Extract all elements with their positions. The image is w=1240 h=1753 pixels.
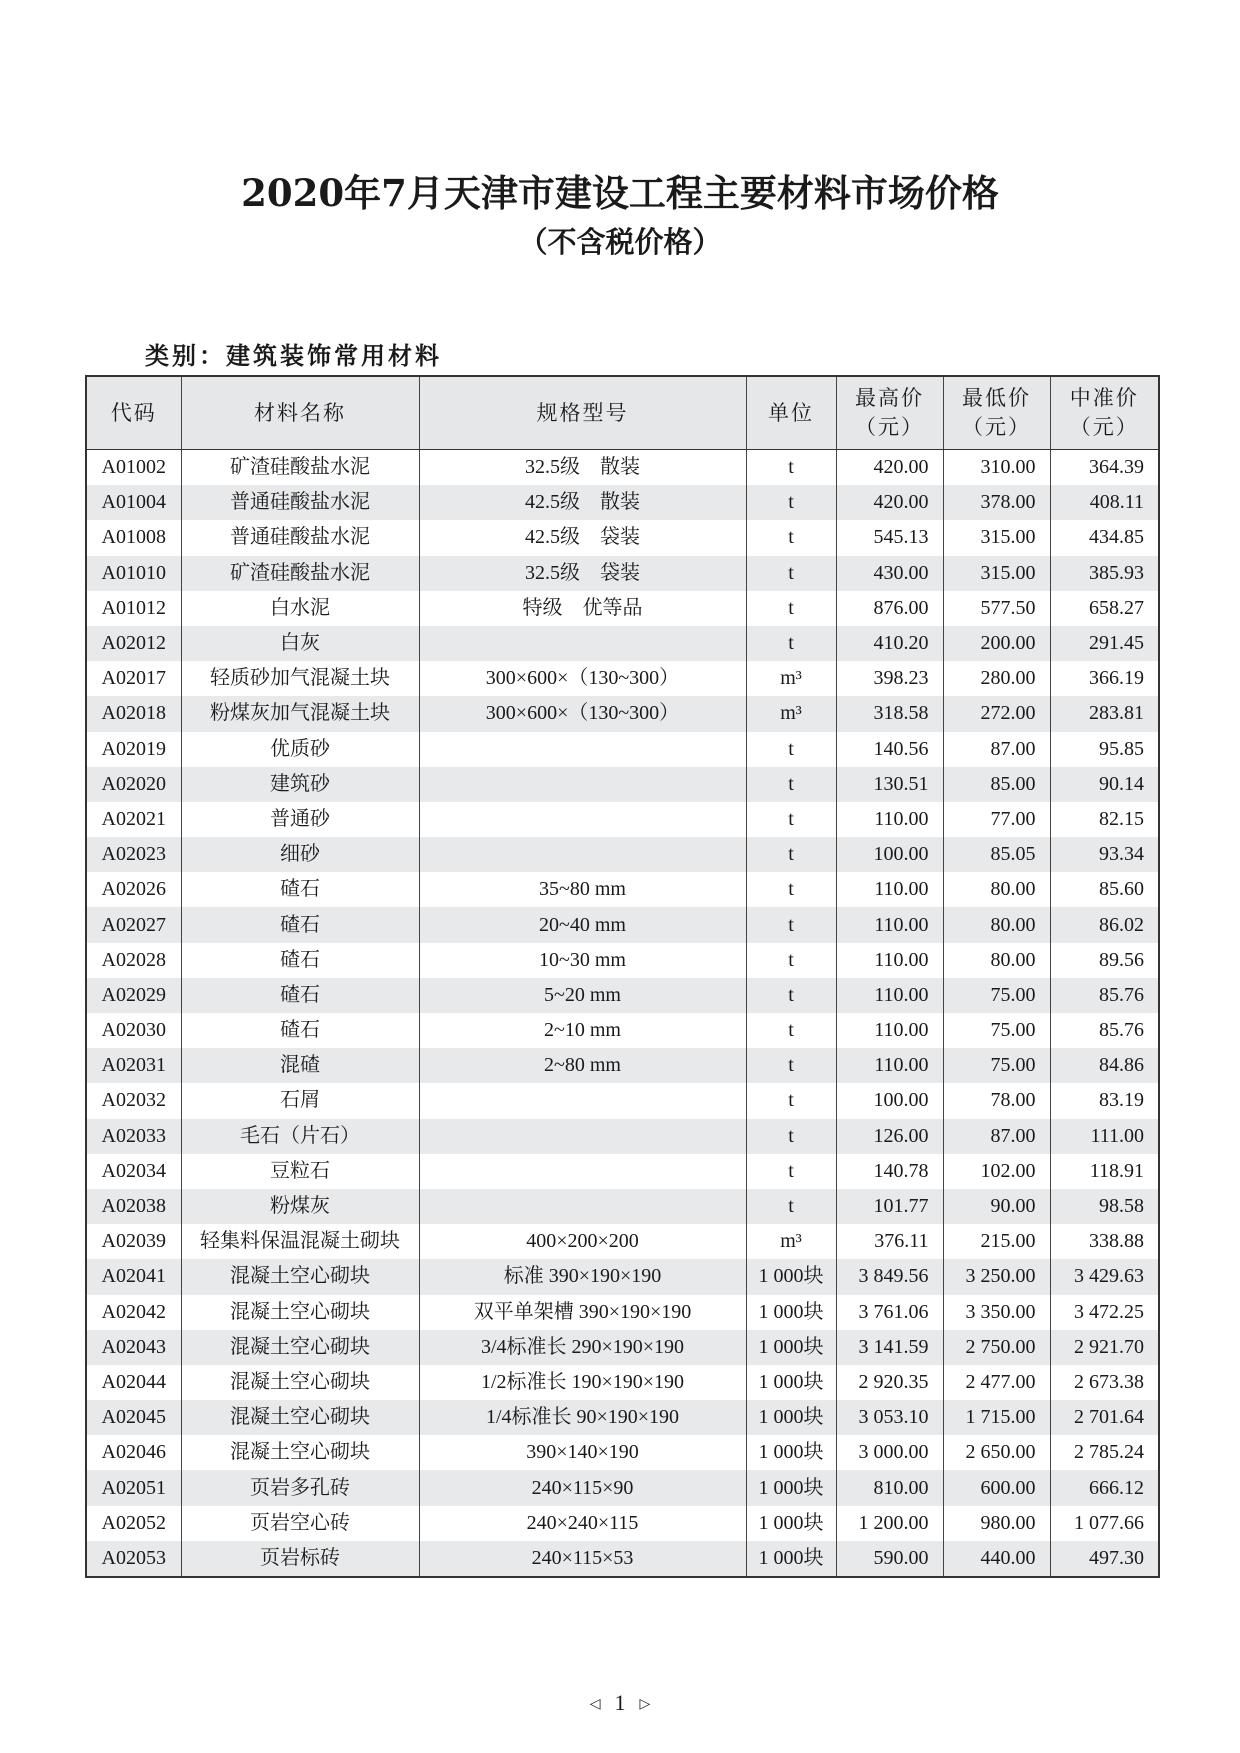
cell-min-price: 215.00 bbox=[943, 1224, 1050, 1259]
cell-spec: 20~40 mm bbox=[419, 907, 746, 942]
cell-code: A02032 bbox=[86, 1083, 181, 1118]
header-mid-price bbox=[1050, 376, 1159, 450]
cell-min-price: 85.05 bbox=[943, 837, 1050, 872]
cell-max-price: 590.00 bbox=[836, 1541, 943, 1577]
table-row bbox=[86, 1435, 1159, 1470]
table-row bbox=[86, 450, 1159, 486]
header-max-unit: （元） bbox=[855, 415, 924, 439]
header-min-unit: （元） bbox=[962, 415, 1031, 439]
cell-mid-price: 86.02 bbox=[1050, 907, 1159, 942]
cell-code: A02033 bbox=[86, 1119, 181, 1154]
cell-unit: 1 000块 bbox=[746, 1400, 836, 1435]
cell-name: 白水泥 bbox=[181, 591, 419, 626]
cell-name: 粉煤灰加气混凝土块 bbox=[181, 696, 419, 731]
cell-spec: 特级 优等品 bbox=[419, 591, 746, 626]
cell-name: 轻集料保温混凝土砌块 bbox=[181, 1224, 419, 1259]
cell-spec: 2~10 mm bbox=[419, 1013, 746, 1048]
cell-mid-price: 1 077.66 bbox=[1050, 1506, 1159, 1541]
table-row bbox=[86, 591, 1159, 626]
cell-name: 毛石（片石） bbox=[181, 1119, 419, 1154]
cell-name: 白灰 bbox=[181, 626, 419, 661]
header-min-label: 最低价 bbox=[962, 386, 1031, 410]
cell-min-price: 77.00 bbox=[943, 802, 1050, 837]
cell-mid-price: 2 673.38 bbox=[1050, 1365, 1159, 1400]
cell-code: A02026 bbox=[86, 872, 181, 907]
cell-min-price: 577.50 bbox=[943, 591, 1050, 626]
cell-unit: 1 000块 bbox=[746, 1541, 836, 1577]
table-row bbox=[86, 485, 1159, 520]
cell-spec bbox=[419, 1154, 746, 1189]
cell-max-price: 100.00 bbox=[836, 1083, 943, 1118]
cell-mid-price: 90.14 bbox=[1050, 767, 1159, 802]
cell-unit: t bbox=[746, 943, 836, 978]
cell-mid-price: 338.88 bbox=[1050, 1224, 1159, 1259]
cell-unit: t bbox=[746, 732, 836, 767]
cell-mid-price: 85.60 bbox=[1050, 872, 1159, 907]
table-row bbox=[86, 1330, 1159, 1365]
cell-name: 轻质砂加气混凝土块 bbox=[181, 661, 419, 696]
table-row bbox=[86, 1506, 1159, 1541]
cell-name: 碴石 bbox=[181, 978, 419, 1013]
next-page-icon: ▷ bbox=[639, 1697, 651, 1712]
cell-min-price: 980.00 bbox=[943, 1506, 1050, 1541]
table-row bbox=[86, 1048, 1159, 1083]
cell-spec bbox=[419, 1119, 746, 1154]
cell-code: A02053 bbox=[86, 1541, 181, 1577]
category-label: 类别：建筑装饰常用材料 bbox=[145, 341, 442, 370]
cell-code: A02028 bbox=[86, 943, 181, 978]
cell-min-price: 3 250.00 bbox=[943, 1259, 1050, 1294]
table-header-row bbox=[86, 376, 1159, 450]
cell-min-price: 315.00 bbox=[943, 556, 1050, 591]
cell-mid-price: 434.85 bbox=[1050, 520, 1159, 555]
page-subtitle: （不含税价格） bbox=[518, 225, 722, 259]
table-row bbox=[86, 802, 1159, 837]
cell-unit: m³ bbox=[746, 661, 836, 696]
cell-code: A01012 bbox=[86, 591, 181, 626]
cell-code: A02029 bbox=[86, 978, 181, 1013]
table-row bbox=[86, 978, 1159, 1013]
cell-unit: t bbox=[746, 1083, 836, 1118]
table-row bbox=[86, 1154, 1159, 1189]
cell-min-price: 75.00 bbox=[943, 978, 1050, 1013]
cell-max-price: 110.00 bbox=[836, 978, 943, 1013]
cell-spec: 400×200×200 bbox=[419, 1224, 746, 1259]
cell-mid-price: 83.19 bbox=[1050, 1083, 1159, 1118]
cell-spec: 2~80 mm bbox=[419, 1048, 746, 1083]
cell-max-price: 420.00 bbox=[836, 485, 943, 520]
cell-mid-price: 3 429.63 bbox=[1050, 1259, 1159, 1294]
cell-max-price: 318.58 bbox=[836, 696, 943, 731]
cell-spec: 双平单架槽 390×190×190 bbox=[419, 1295, 746, 1330]
cell-min-price: 1 715.00 bbox=[943, 1400, 1050, 1435]
cell-unit: t bbox=[746, 556, 836, 591]
table-row bbox=[86, 556, 1159, 591]
cell-max-price: 376.11 bbox=[836, 1224, 943, 1259]
table-row bbox=[86, 1295, 1159, 1330]
table-row bbox=[86, 943, 1159, 978]
cell-mid-price: 118.91 bbox=[1050, 1154, 1159, 1189]
cell-name: 矿渣硅酸盐水泥 bbox=[181, 556, 419, 591]
cell-max-price: 430.00 bbox=[836, 556, 943, 591]
cell-code: A02039 bbox=[86, 1224, 181, 1259]
cell-name: 页岩空心砖 bbox=[181, 1506, 419, 1541]
table-row bbox=[86, 767, 1159, 802]
cell-max-price: 110.00 bbox=[836, 943, 943, 978]
cell-unit: t bbox=[746, 1154, 836, 1189]
cell-name: 普通硅酸盐水泥 bbox=[181, 485, 419, 520]
cell-mid-price: 93.34 bbox=[1050, 837, 1159, 872]
cell-code: A02031 bbox=[86, 1048, 181, 1083]
cell-spec: 1/2标准长 190×190×190 bbox=[419, 1365, 746, 1400]
cell-code: A02041 bbox=[86, 1259, 181, 1294]
cell-spec bbox=[419, 626, 746, 661]
cell-mid-price: 291.45 bbox=[1050, 626, 1159, 661]
cell-min-price: 78.00 bbox=[943, 1083, 1050, 1118]
cell-spec: 标准 390×190×190 bbox=[419, 1259, 746, 1294]
cell-spec: 42.5级 散装 bbox=[419, 485, 746, 520]
cell-unit: 1 000块 bbox=[746, 1330, 836, 1365]
cell-min-price: 600.00 bbox=[943, 1470, 1050, 1505]
cell-code: A02012 bbox=[86, 626, 181, 661]
cell-min-price: 310.00 bbox=[943, 450, 1050, 486]
cell-unit: m³ bbox=[746, 696, 836, 731]
prev-page-icon: ◁ bbox=[589, 1697, 601, 1712]
cell-unit: m³ bbox=[746, 1224, 836, 1259]
cell-max-price: 3 000.00 bbox=[836, 1435, 943, 1470]
cell-unit: t bbox=[746, 520, 836, 555]
cell-max-price: 3 761.06 bbox=[836, 1295, 943, 1330]
cell-unit: t bbox=[746, 837, 836, 872]
cell-mid-price: 85.76 bbox=[1050, 978, 1159, 1013]
cell-name: 普通硅酸盐水泥 bbox=[181, 520, 419, 555]
page-footer bbox=[0, 1690, 1240, 1716]
header-mid-unit: （元） bbox=[1069, 415, 1139, 439]
cell-min-price: 85.00 bbox=[943, 767, 1050, 802]
cell-spec: 35~80 mm bbox=[419, 872, 746, 907]
header-mid-label: 中准价 bbox=[1069, 386, 1139, 410]
cell-mid-price: 89.56 bbox=[1050, 943, 1159, 978]
cell-spec bbox=[419, 1083, 746, 1118]
cell-max-price: 1 200.00 bbox=[836, 1506, 943, 1541]
header-name: 材料名称 bbox=[181, 376, 419, 450]
cell-code: A02018 bbox=[86, 696, 181, 731]
cell-spec: 240×240×115 bbox=[419, 1506, 746, 1541]
cell-spec bbox=[419, 1189, 746, 1224]
table-row bbox=[86, 661, 1159, 696]
cell-min-price: 87.00 bbox=[943, 732, 1050, 767]
table-row bbox=[86, 1083, 1159, 1118]
cell-max-price: 110.00 bbox=[836, 802, 943, 837]
cell-mid-price: 98.58 bbox=[1050, 1189, 1159, 1224]
header-code: 代码 bbox=[86, 376, 181, 450]
cell-max-price: 3 053.10 bbox=[836, 1400, 943, 1435]
cell-spec: 1/4标准长 90×190×190 bbox=[419, 1400, 746, 1435]
cell-code: A02045 bbox=[86, 1400, 181, 1435]
cell-unit: t bbox=[746, 626, 836, 661]
header-max-label: 最高价 bbox=[855, 386, 924, 410]
cell-mid-price: 84.86 bbox=[1050, 1048, 1159, 1083]
cell-min-price: 3 350.00 bbox=[943, 1295, 1050, 1330]
cell-spec: 390×140×190 bbox=[419, 1435, 746, 1470]
cell-name: 混凝土空心砌块 bbox=[181, 1295, 419, 1330]
cell-spec: 42.5级 袋装 bbox=[419, 520, 746, 555]
cell-code: A02017 bbox=[86, 661, 181, 696]
cell-unit: 1 000块 bbox=[746, 1435, 836, 1470]
cell-name: 矿渣硅酸盐水泥 bbox=[181, 450, 419, 486]
cell-name: 普通砂 bbox=[181, 802, 419, 837]
cell-max-price: 130.51 bbox=[836, 767, 943, 802]
cell-mid-price: 658.27 bbox=[1050, 591, 1159, 626]
table-row bbox=[86, 520, 1159, 555]
cell-code: A02046 bbox=[86, 1435, 181, 1470]
cell-name: 粉煤灰 bbox=[181, 1189, 419, 1224]
cell-mid-price: 364.39 bbox=[1050, 450, 1159, 486]
cell-code: A02042 bbox=[86, 1295, 181, 1330]
cell-code: A02030 bbox=[86, 1013, 181, 1048]
cell-min-price: 280.00 bbox=[943, 661, 1050, 696]
cell-min-price: 378.00 bbox=[943, 485, 1050, 520]
table-row bbox=[86, 696, 1159, 731]
cell-code: A02051 bbox=[86, 1470, 181, 1505]
cell-code: A01002 bbox=[86, 450, 181, 486]
header-spec: 规格型号 bbox=[419, 376, 746, 450]
table-row bbox=[86, 837, 1159, 872]
cell-unit: t bbox=[746, 1048, 836, 1083]
cell-name: 细砂 bbox=[181, 837, 419, 872]
cell-name: 混凝土空心砌块 bbox=[181, 1435, 419, 1470]
cell-max-price: 110.00 bbox=[836, 872, 943, 907]
cell-mid-price: 408.11 bbox=[1050, 485, 1159, 520]
cell-code: A02023 bbox=[86, 837, 181, 872]
cell-code: A02021 bbox=[86, 802, 181, 837]
cell-code: A02019 bbox=[86, 732, 181, 767]
cell-mid-price: 283.81 bbox=[1050, 696, 1159, 731]
cell-code: A02044 bbox=[86, 1365, 181, 1400]
cell-unit: t bbox=[746, 1013, 836, 1048]
cell-min-price: 80.00 bbox=[943, 943, 1050, 978]
cell-max-price: 2 920.35 bbox=[836, 1365, 943, 1400]
cell-mid-price: 2 701.64 bbox=[1050, 1400, 1159, 1435]
table-row bbox=[86, 907, 1159, 942]
table-row bbox=[86, 1013, 1159, 1048]
table-row bbox=[86, 732, 1159, 767]
cell-max-price: 110.00 bbox=[836, 1048, 943, 1083]
cell-spec: 300×600×（130~300） bbox=[419, 661, 746, 696]
table-row bbox=[86, 1224, 1159, 1259]
cell-unit: 1 000块 bbox=[746, 1295, 836, 1330]
header-min-price bbox=[943, 376, 1050, 450]
cell-max-price: 876.00 bbox=[836, 591, 943, 626]
cell-code: A01010 bbox=[86, 556, 181, 591]
cell-max-price: 101.77 bbox=[836, 1189, 943, 1224]
cell-max-price: 100.00 bbox=[836, 837, 943, 872]
page-title: 2020年7月天津市建设工程主要材料市场价格 bbox=[241, 171, 999, 215]
cell-max-price: 545.13 bbox=[836, 520, 943, 555]
cell-mid-price: 3 472.25 bbox=[1050, 1295, 1159, 1330]
cell-min-price: 200.00 bbox=[943, 626, 1050, 661]
cell-min-price: 102.00 bbox=[943, 1154, 1050, 1189]
cell-mid-price: 666.12 bbox=[1050, 1470, 1159, 1505]
cell-mid-price: 366.19 bbox=[1050, 661, 1159, 696]
cell-code: A01008 bbox=[86, 520, 181, 555]
cell-unit: t bbox=[746, 1119, 836, 1154]
cell-mid-price: 85.76 bbox=[1050, 1013, 1159, 1048]
cell-max-price: 410.20 bbox=[836, 626, 943, 661]
page-number: 1 bbox=[614, 1690, 626, 1715]
cell-min-price: 75.00 bbox=[943, 1013, 1050, 1048]
cell-unit: t bbox=[746, 978, 836, 1013]
table-row bbox=[86, 1541, 1159, 1577]
cell-min-price: 75.00 bbox=[943, 1048, 1050, 1083]
cell-name: 碴石 bbox=[181, 907, 419, 942]
cell-min-price: 2 650.00 bbox=[943, 1435, 1050, 1470]
cell-name: 页岩标砖 bbox=[181, 1541, 419, 1577]
cell-code: A01004 bbox=[86, 485, 181, 520]
cell-unit: 1 000块 bbox=[746, 1506, 836, 1541]
cell-name: 碴石 bbox=[181, 1013, 419, 1048]
cell-max-price: 420.00 bbox=[836, 450, 943, 486]
cell-min-price: 440.00 bbox=[943, 1541, 1050, 1577]
cell-spec: 32.5级 袋装 bbox=[419, 556, 746, 591]
cell-unit: t bbox=[746, 450, 836, 486]
cell-name: 建筑砂 bbox=[181, 767, 419, 802]
cell-spec bbox=[419, 732, 746, 767]
cell-min-price: 80.00 bbox=[943, 872, 1050, 907]
table-row bbox=[86, 1119, 1159, 1154]
cell-name: 混凝土空心砌块 bbox=[181, 1330, 419, 1365]
cell-min-price: 80.00 bbox=[943, 907, 1050, 942]
cell-mid-price: 497.30 bbox=[1050, 1541, 1159, 1577]
price-table bbox=[85, 375, 1160, 1578]
cell-max-price: 398.23 bbox=[836, 661, 943, 696]
cell-unit: t bbox=[746, 802, 836, 837]
table-body bbox=[86, 450, 1159, 1578]
cell-spec: 32.5级 散装 bbox=[419, 450, 746, 486]
cell-min-price: 90.00 bbox=[943, 1189, 1050, 1224]
cell-mid-price: 82.15 bbox=[1050, 802, 1159, 837]
cell-code: A02027 bbox=[86, 907, 181, 942]
cell-max-price: 110.00 bbox=[836, 907, 943, 942]
cell-name: 石屑 bbox=[181, 1083, 419, 1118]
cell-unit: t bbox=[746, 485, 836, 520]
cell-min-price: 87.00 bbox=[943, 1119, 1050, 1154]
table-row bbox=[86, 1259, 1159, 1294]
cell-spec: 10~30 mm bbox=[419, 943, 746, 978]
table-row bbox=[86, 1400, 1159, 1435]
cell-unit: t bbox=[746, 591, 836, 626]
cell-min-price: 272.00 bbox=[943, 696, 1050, 731]
cell-name: 碴石 bbox=[181, 872, 419, 907]
cell-spec: 240×115×90 bbox=[419, 1470, 746, 1505]
cell-unit: t bbox=[746, 907, 836, 942]
cell-unit: t bbox=[746, 872, 836, 907]
cell-name: 混凝土空心砌块 bbox=[181, 1365, 419, 1400]
cell-name: 碴石 bbox=[181, 943, 419, 978]
cell-name: 豆粒石 bbox=[181, 1154, 419, 1189]
cell-code: A02020 bbox=[86, 767, 181, 802]
cell-min-price: 2 750.00 bbox=[943, 1330, 1050, 1365]
cell-name: 混碴 bbox=[181, 1048, 419, 1083]
table-row bbox=[86, 1365, 1159, 1400]
header-unit: 单位 bbox=[746, 376, 836, 450]
table-row bbox=[86, 872, 1159, 907]
cell-spec: 240×115×53 bbox=[419, 1541, 746, 1577]
cell-min-price: 315.00 bbox=[943, 520, 1050, 555]
cell-spec bbox=[419, 767, 746, 802]
cell-max-price: 140.78 bbox=[836, 1154, 943, 1189]
cell-spec bbox=[419, 802, 746, 837]
cell-unit: 1 000块 bbox=[746, 1259, 836, 1294]
cell-unit: 1 000块 bbox=[746, 1365, 836, 1400]
header-max-price bbox=[836, 376, 943, 450]
cell-max-price: 140.56 bbox=[836, 732, 943, 767]
table-row bbox=[86, 1189, 1159, 1224]
cell-spec bbox=[419, 837, 746, 872]
cell-unit: 1 000块 bbox=[746, 1470, 836, 1505]
cell-code: A02052 bbox=[86, 1506, 181, 1541]
cell-min-price: 2 477.00 bbox=[943, 1365, 1050, 1400]
cell-spec: 5~20 mm bbox=[419, 978, 746, 1013]
cell-max-price: 126.00 bbox=[836, 1119, 943, 1154]
cell-mid-price: 2 785.24 bbox=[1050, 1435, 1159, 1470]
cell-spec: 3/4标准长 290×190×190 bbox=[419, 1330, 746, 1365]
cell-max-price: 3 849.56 bbox=[836, 1259, 943, 1294]
cell-code: A02043 bbox=[86, 1330, 181, 1365]
table-row bbox=[86, 626, 1159, 661]
cell-name: 优质砂 bbox=[181, 732, 419, 767]
cell-name: 页岩多孔砖 bbox=[181, 1470, 419, 1505]
cell-max-price: 3 141.59 bbox=[836, 1330, 943, 1365]
cell-mid-price: 95.85 bbox=[1050, 732, 1159, 767]
cell-max-price: 810.00 bbox=[836, 1470, 943, 1505]
cell-unit: t bbox=[746, 767, 836, 802]
cell-code: A02038 bbox=[86, 1189, 181, 1224]
cell-name: 混凝土空心砌块 bbox=[181, 1400, 419, 1435]
table-row bbox=[86, 1470, 1159, 1505]
cell-mid-price: 2 921.70 bbox=[1050, 1330, 1159, 1365]
cell-code: A02034 bbox=[86, 1154, 181, 1189]
cell-unit: t bbox=[746, 1189, 836, 1224]
cell-max-price: 110.00 bbox=[836, 1013, 943, 1048]
cell-name: 混凝土空心砌块 bbox=[181, 1259, 419, 1294]
cell-mid-price: 111.00 bbox=[1050, 1119, 1159, 1154]
cell-spec: 300×600×（130~300） bbox=[419, 696, 746, 731]
cell-mid-price: 385.93 bbox=[1050, 556, 1159, 591]
